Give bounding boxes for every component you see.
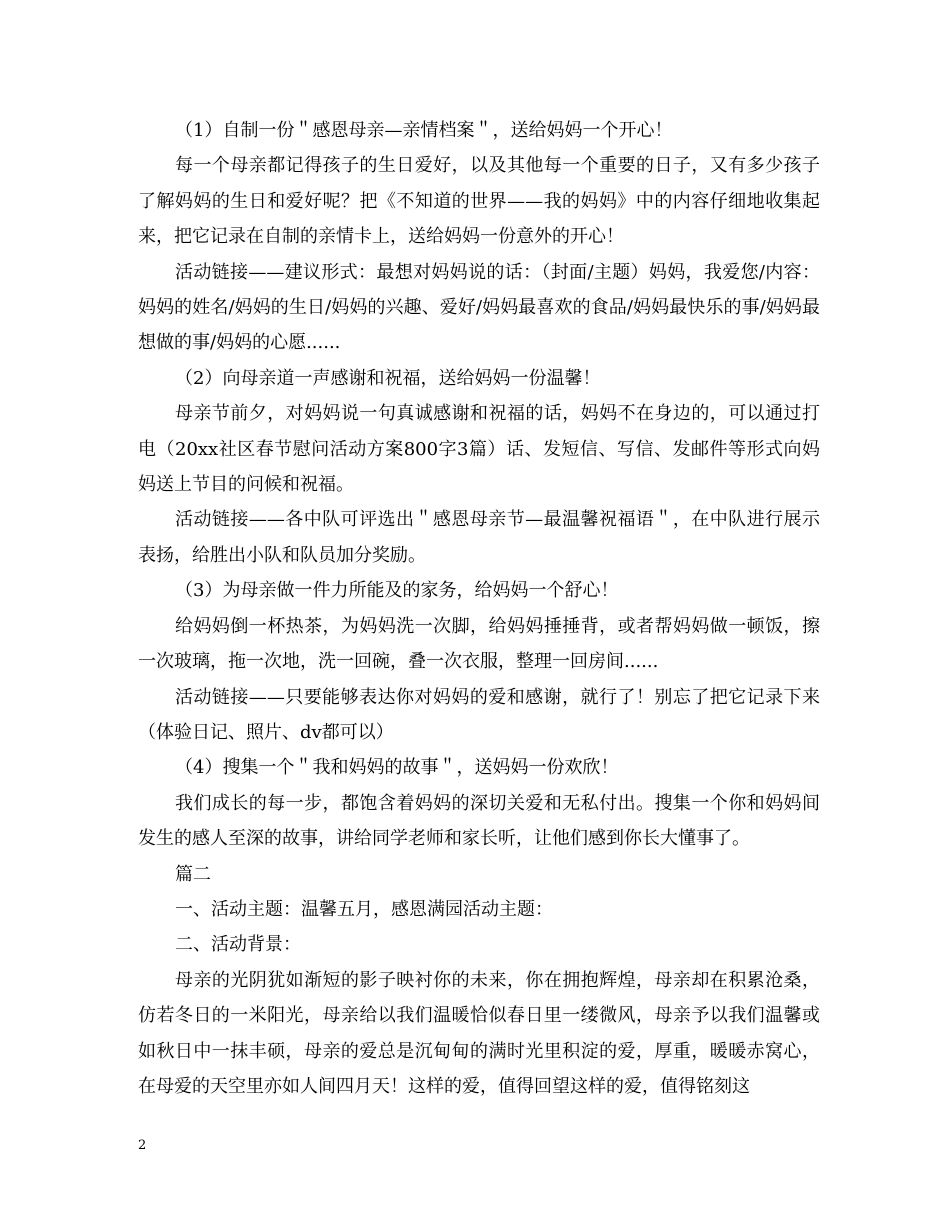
paragraph-activity-1-heading: （1）自制一份＂感恩母亲—亲情档案＂，送给妈妈一个开心！ [175,120,673,141]
paragraph-activity-4-body: 我们成长的每一步，都饱含着妈妈的深切关爱和无私付出。搜集一个你和妈妈间发生的感人至深的故事，讲给同学老师和家长听，让他们感到你长大懂事了。 [138,792,820,850]
paragraph-background-body: 母亲的光阴犹如渐短的影子映衬你的未来，你在拥抱辉煌，母亲却在积累沧桑，仿若冬日的一米阳光，母亲给以我们温暖恰似春日里一缕微风，母亲予以我们温馨或如秋日中一抹丰硕，母亲的爱总是沉甸甸的满时光里积淀的爱，厚重，暖暖赤窝心，在母爱的天空里亦如人间四月天！这样的爱，值得回望这样的爱，值得铭刻这 [138,969,820,1097]
paragraph-background-heading: 二、活动背景： [175,934,301,956]
paragraph-activity-2-heading: （2）向母亲道一声感谢和祝福，送给妈妈一份温馨！ [175,367,601,389]
section-heading-part-two: 篇二 [175,863,211,885]
document-body [138,113,820,1104]
paragraph-activity-1-link: 活动链接——建议形式：最想对妈妈说的话：（封面/主题）妈妈，我爱您/内容：妈妈的姓名/妈妈的生日/妈妈的兴趣、爱好/妈妈最喜欢的食品/妈妈最快乐的事/妈妈最想做的事/妈妈的心愿...... [138,261,820,354]
page-number: 2 [138,1138,147,1153]
paragraph-activity-3-heading: （3）为母亲做一件力所能及的家务，给妈妈一个舒心！ [175,580,619,602]
paragraph-activity-3-body: 给妈妈倒一杯热茶，为妈妈洗一次脚，给妈妈捶捶背，或者帮妈妈做一顿饭，擦一次玻璃，拖一次地，洗一回碗，叠一次衣服，整理一回房间...... [138,615,820,673]
paragraph-activity-1-body: 每一个母亲都记得孩子的生日爱好，以及其他每一个重要的日子，又有多少孩子了解妈妈的生日和爱好呢？把《不知道的世界——我的妈妈》中的内容仔细地收集起来，把它记录在自制的亲情卡上，送给妈妈一份意外的开心！ [138,155,820,248]
paragraph-activity-2-body: 母亲节前夕，对妈妈说一句真诚感谢和祝福的话，妈妈不在身边的，可以通过打电（20xx社区春节慰问活动方案800字3篇）话、发短信、写信、发邮件等形式向妈妈送上节目的问候和祝福。 [138,403,820,496]
paragraph-activity-2-link: 活动链接——各中队可评选出＂感恩母亲节—最温馨祝福语＂，在中队进行展示表扬，给胜出小队和队员加分奖励。 [138,509,820,566]
paragraph-theme: 一、活动主题：温馨五月，感恩满园活动主题： [175,898,553,920]
paragraph-activity-3-link: 活动链接——只要能够表达你对妈妈的爱和感谢，就行了！别忘了把它记录下来（体验日记、照片、dv都可以） [138,686,820,743]
paragraph-activity-4-heading: （4）搜集一个＂我和妈妈的故事＂，送妈妈一份欢欣！ [175,757,619,779]
